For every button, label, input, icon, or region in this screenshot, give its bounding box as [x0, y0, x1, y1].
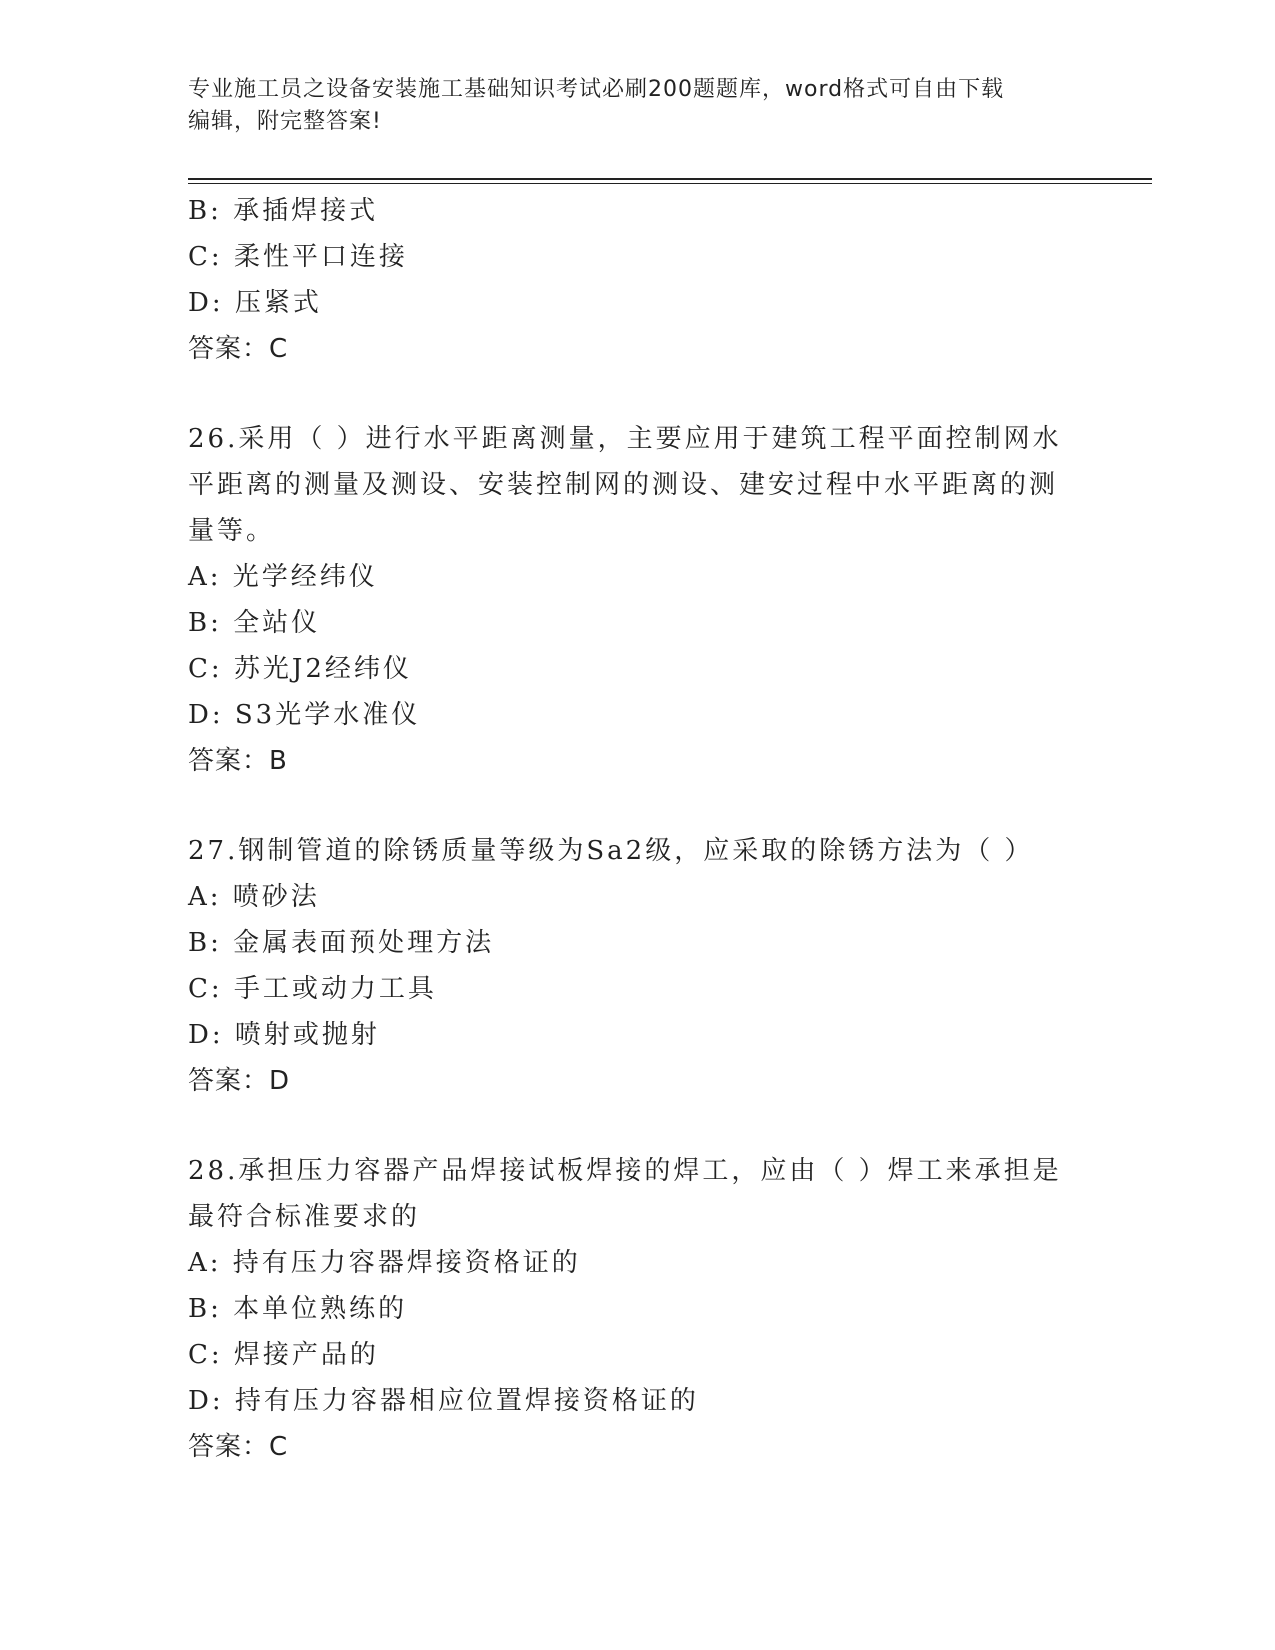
question-stem-line: 最符合标准要求的: [188, 1202, 421, 1232]
header-divider-thin: [188, 183, 1152, 184]
option-c: C: 苏光J2经纬仪: [188, 654, 412, 684]
header-divider: [188, 178, 1152, 180]
question-list: [188, 188, 1088, 1470]
option-d: D: 喷射或抛射: [188, 1020, 380, 1050]
question-gap: [188, 372, 1088, 416]
option-a: A: 持有压力容器焊接资格证的: [188, 1248, 581, 1278]
option-a: A: 光学经纬仪: [188, 562, 378, 592]
option-b: B: 金属表面预处理方法: [188, 928, 495, 958]
answer-line: 答案：C: [188, 334, 289, 364]
question-25: [188, 188, 1088, 372]
option-d: D: 压紧式: [188, 288, 322, 318]
question-26: [188, 416, 1088, 784]
question-stem-line: 26.采用（ ）进行水平距离测量，主要应用于建筑工程平面控制网水: [188, 424, 1062, 454]
question-stem-line: 27.钢制管道的除锈质量等级为Sa2级，应采取的除锈方法为（ ）: [188, 836, 1034, 866]
header-line-1: 专业施工员之设备安装施工基础知识考试必刷200题题库，word格式可自由下载: [188, 77, 1005, 102]
question-stem-line: 28.承担压力容器产品焊接试板焊接的焊工，应由（ ）焊工来承担是: [188, 1156, 1062, 1186]
option-d: D: S3光学水准仪: [188, 700, 421, 730]
question-27: [188, 828, 1088, 1104]
question-gap: [188, 1104, 1088, 1148]
answer-line: 答案：B: [188, 746, 288, 776]
document-header: [188, 74, 1078, 138]
question-stem-line: 量等。: [188, 516, 276, 546]
header-line-2: 编辑，附完整答案!: [188, 109, 382, 134]
option-b: B: 全站仪: [188, 608, 321, 638]
question-stem-line: 平距离的测量及测设、安装控制网的测设、建安过程中水平距离的测: [188, 470, 1059, 500]
answer-line: 答案：C: [188, 1432, 289, 1462]
option-c: C: 手工或动力工具: [188, 974, 437, 1004]
option-a: A: 喷砂法: [188, 882, 320, 912]
question-gap: [188, 784, 1088, 828]
option-c: C: 柔性平口连接: [188, 242, 408, 272]
question-28: [188, 1148, 1088, 1470]
answer-line: 答案：D: [188, 1066, 291, 1096]
option-b: B: 本单位熟练的: [188, 1294, 408, 1324]
option-d: D: 持有压力容器相应位置焊接资格证的: [188, 1386, 699, 1416]
option-c: C: 焊接产品的: [188, 1340, 379, 1370]
option-b: B: 承插焊接式: [188, 196, 379, 226]
